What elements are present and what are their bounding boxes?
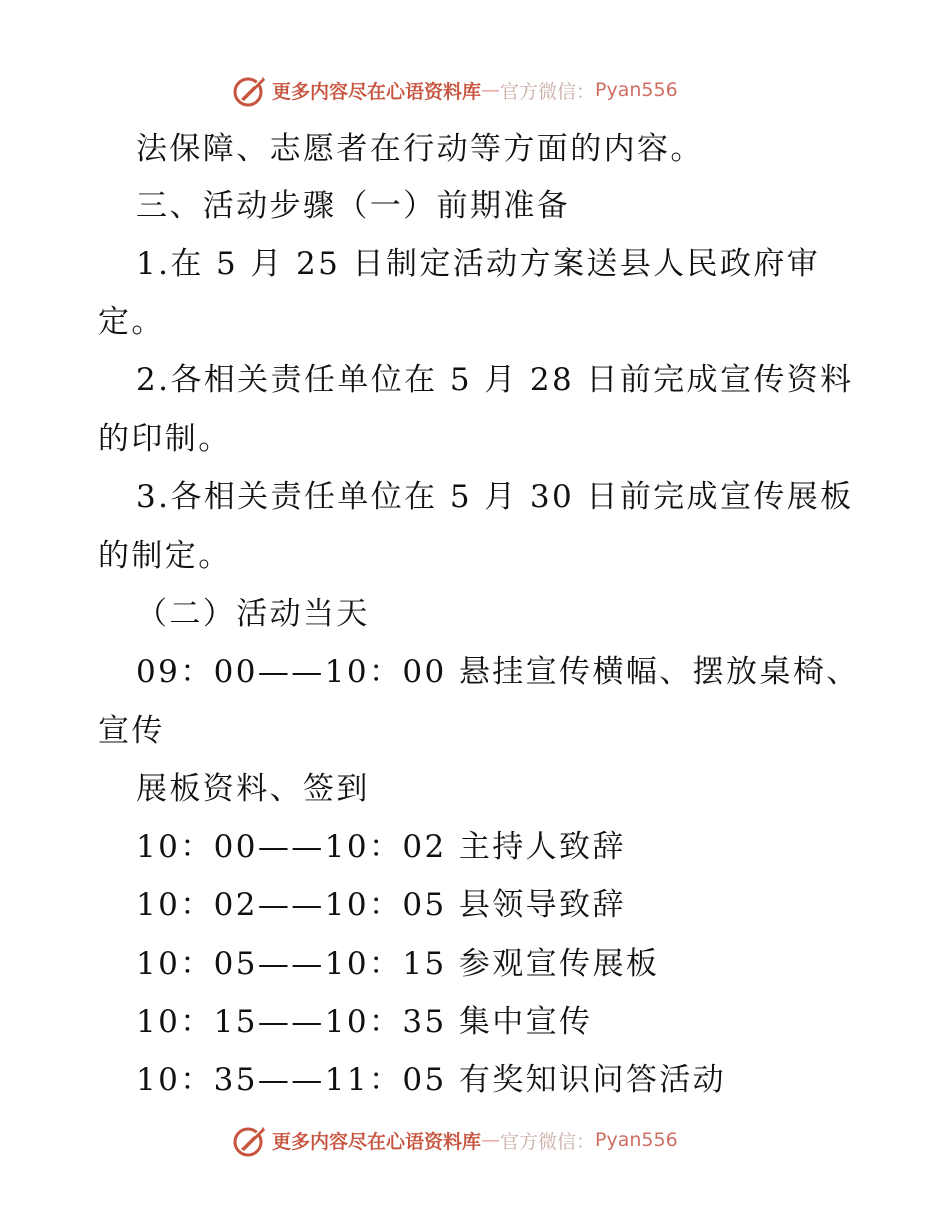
watermark-dash: — (481, 79, 501, 101)
schedule-item-continuation: 宣传 (98, 713, 165, 749)
body-line: 法保障、志愿者在行动等方面的内容。 (136, 131, 704, 167)
watermark-wechat-id: Pyan556 (595, 1129, 678, 1151)
footer-watermark (232, 1122, 678, 1158)
subsection-heading: （二）活动当天 (136, 596, 370, 632)
schedule-item: 09：00——10：00 悬挂宣传横幅、摆放桌椅、 (136, 654, 860, 690)
watermark-dash: — (481, 1129, 501, 1151)
watermark-main-text: 更多内容尽在心语资料库 (272, 1130, 482, 1153)
schedule-item: 10：02——10：05 县领导致辞 (136, 887, 626, 923)
watermark-main-text: 更多内容尽在心语资料库 (272, 80, 482, 103)
header-watermark (232, 72, 678, 108)
watermark-official-label: 官方微信： (500, 1130, 596, 1153)
schedule-item: 10：05——10：15 参观宣传展板 (136, 946, 660, 982)
list-item-continuation: 的制定。 (98, 538, 232, 574)
list-item-continuation: 的印制。 (98, 421, 232, 457)
watermark-wechat-id: Pyan556 (595, 79, 678, 101)
list-item: 2.各相关责任单位在 5 月 28 日前完成宣传资料 (136, 362, 854, 398)
watermark-official-label: 官方微信： (500, 80, 596, 103)
list-item: 3.各相关责任单位在 5 月 30 日前完成宣传展板 (136, 479, 854, 515)
list-item-continuation: 定。 (98, 304, 165, 340)
schedule-item: 10：35——11：05 有奖知识问答活动 (136, 1062, 727, 1098)
schedule-item: 10：00——10：02 主持人致辞 (136, 829, 626, 865)
quill-seal-icon (232, 72, 268, 108)
schedule-item-continuation: 展板资料、签到 (136, 771, 370, 807)
section-heading: 三、活动步骤（一）前期准备 (136, 188, 571, 224)
schedule-item: 10：15——10：35 集中宣传 (136, 1004, 593, 1040)
list-item: 1.在 5 月 25 日制定活动方案送县人民政府审 (136, 246, 821, 282)
quill-seal-icon (232, 1122, 268, 1158)
